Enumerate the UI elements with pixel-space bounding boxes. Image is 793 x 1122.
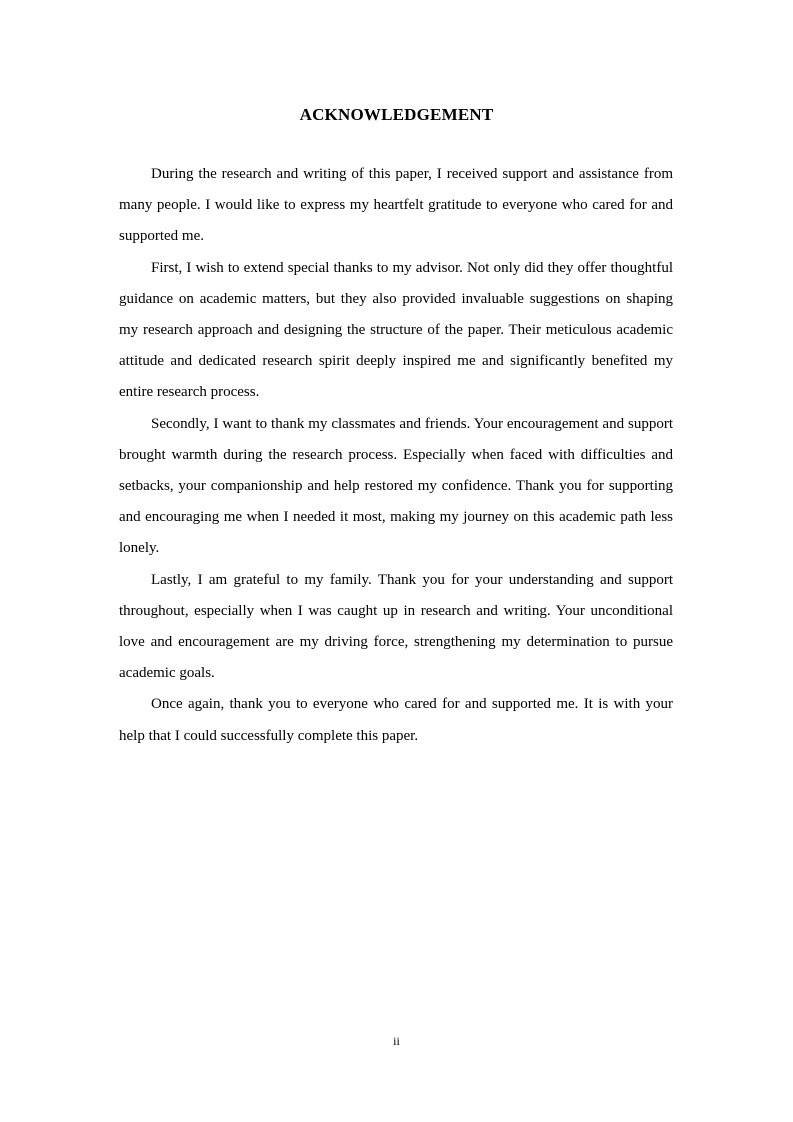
acknowledgement-body <box>119 159 673 752</box>
paragraph-intro: During the research and writing of this paper, I received support and assistance from many people. I would like to express my heartfelt gratitude to everyone who cared for and supported me. <box>119 166 673 245</box>
paragraph-family: Lastly, I am grateful to my family. Thank you for your understanding and support throughout, especially when I was caught up in research and writing. Your unconditional love and encouragement are my driving force, strengthening my determination to pursue academic goals. <box>119 571 673 682</box>
page-title: ACKNOWLEDGEMENT <box>299 105 494 124</box>
paragraph-advisor: First, I wish to extend special thanks to my advisor. Not only did they offer thoughtful guidance on academic matters, but they also provided invaluable suggestions on shaping my research approach and designing the structure of the paper. Their meticulous academic attitude and dedicated research spirit deeply inspired me and significantly benefited my entire research process. <box>119 259 673 401</box>
paragraph-closing: Once again, thank you to everyone who cared for and supported me. It is with your help that I could successfully complete this paper. <box>119 696 673 744</box>
page-number: ii <box>393 1034 400 1048</box>
paragraph-classmates: Secondly, I want to thank my classmates and friends. Your encouragement and support brought warmth during the research process. Especially when faced with difficulties and setbacks, your companionship and help restored my confidence. Thank you for supporting and encouraging me when I needed it most, making my journey on this academic path less lonely. <box>119 415 673 557</box>
